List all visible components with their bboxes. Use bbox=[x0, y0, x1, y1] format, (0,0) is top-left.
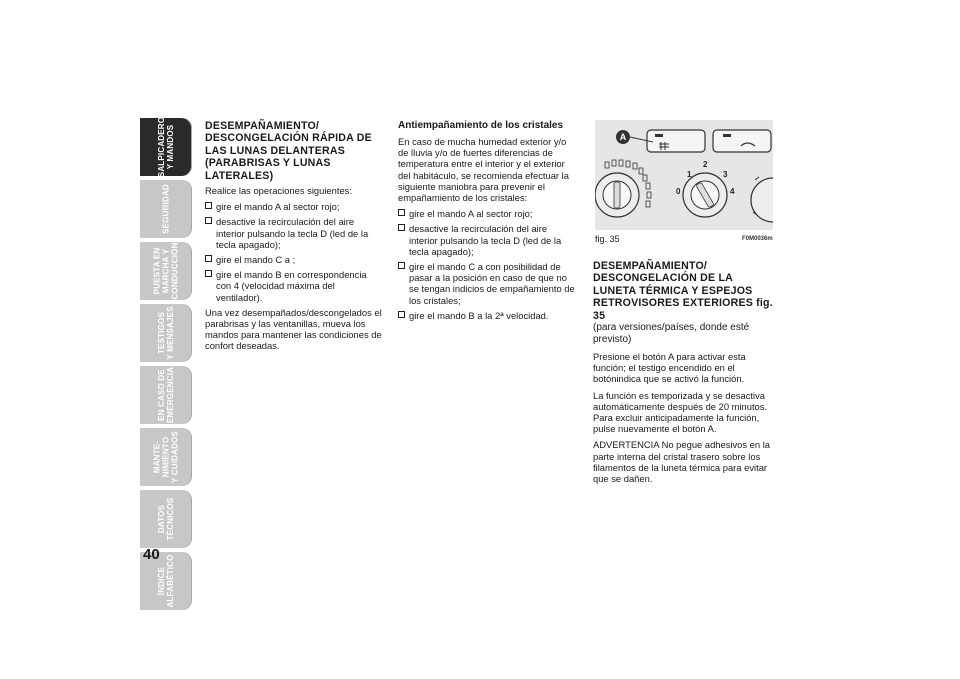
tab-label: DATOS TÉCNICOS bbox=[157, 497, 175, 541]
tab-label: SEGURIDAD bbox=[161, 184, 171, 234]
tab-label: SALPICADERO Y MANDOS bbox=[157, 116, 175, 178]
checkbox-bullet-icon bbox=[205, 255, 212, 262]
list-item: desactive la recirculación del aire interior pulsando la tecla D (led de la tecla apagado); bbox=[205, 216, 383, 250]
intro-text: En caso de mucha humedad exterior y/o de lluvia y/o de fuertes diferencias de temperatura entre el interior y el exterior del habitáculo, se recomienda efectuar la siguiente maniobra para prevenir el empañamiento de los cristales: bbox=[398, 136, 569, 204]
tab-seguridad[interactable] bbox=[140, 180, 192, 238]
figure-label-a: A bbox=[619, 132, 627, 142]
column-3 bbox=[593, 260, 773, 489]
checkbox-bullet-icon bbox=[398, 311, 405, 318]
tab-label: PUESTA EN MARCHA Y CONDUCCIÓN bbox=[152, 242, 180, 300]
tab-label: ÍNDICE ALFABÉTICO bbox=[157, 554, 175, 608]
checkbox-bullet-icon bbox=[398, 209, 405, 216]
paragraph: ADVERTENCIA No pegue adhesivos en la parte interna del cristal trasero sobre los filamentos de la luneta térmica para evitar que se dañen. bbox=[593, 439, 771, 485]
tab-puesta-en-marcha[interactable] bbox=[140, 242, 192, 300]
intro-text: Realice las operaciones siguientes: bbox=[205, 185, 352, 197]
fan-speed-0: 0 bbox=[676, 187, 681, 196]
checkbox-bullet-icon bbox=[398, 262, 405, 269]
tab-testigos[interactable] bbox=[140, 304, 192, 362]
fan-speed-4: 4 bbox=[730, 187, 735, 196]
list-item: gire el mando A al sector rojo; bbox=[205, 201, 383, 212]
section-heading: DESEMPAÑAMIENTO/ DESCONGELACIÓN RÁPIDA DE LAS LUNAS DELANTERAS (PARABRISAS Y LUNAS LATERALES) bbox=[205, 120, 372, 182]
paragraph: La función es temporizada y se desactiva automáticamente después de 20 minutos. Para excluir anticipadamente la función, pulse nuevamente el botón A. bbox=[593, 389, 768, 435]
list-item: gire el mando B en correspondencia con 4 (velocidad máxima del ventilador). bbox=[205, 269, 383, 303]
figure-code: F0M0036m bbox=[742, 236, 773, 242]
paragraph: Presione el botón A para activar esta función; el testigo encendido en el botónindica que se activó la función. bbox=[593, 351, 746, 385]
tab-salpicadero[interactable] bbox=[140, 118, 192, 176]
tab-mantenimiento[interactable] bbox=[140, 428, 192, 486]
tab-datos-tecnicos[interactable] bbox=[140, 490, 192, 548]
tab-label: TESTIGOS Y MENSAJES bbox=[157, 306, 175, 360]
column-1 bbox=[205, 120, 383, 357]
checkbox-bullet-icon bbox=[205, 270, 212, 277]
list-item: desactive la recirculación del aire interior pulsando la tecla D (led de la tecla apagado); bbox=[398, 223, 578, 257]
list-item: gire el mando C a ; bbox=[205, 254, 383, 265]
checkbox-bullet-icon bbox=[205, 217, 212, 224]
climate-control-figure bbox=[595, 120, 773, 230]
checkbox-bullet-icon bbox=[398, 224, 405, 231]
page-number: 40 bbox=[143, 546, 160, 563]
fan-speed-2: 2 bbox=[703, 160, 708, 169]
figure-caption: fig. 35 bbox=[595, 234, 620, 244]
list-item: gire el mando A al sector rojo; bbox=[398, 208, 578, 219]
list-item: gire el mando B a la 2ª velocidad. bbox=[398, 310, 578, 321]
tab-emergencia[interactable] bbox=[140, 366, 192, 424]
tab-label: MANTE- NIMIENTO Y CUIDADOS bbox=[152, 430, 180, 484]
fan-speed-1: 1 bbox=[687, 170, 692, 179]
tab-label: EN CASO DE EMERGENCIA bbox=[157, 366, 175, 424]
heading-note: (para versiones/países, donde esté previsto) bbox=[593, 322, 750, 346]
column-2 bbox=[398, 120, 578, 325]
outro-text: Una vez desempañados/descongelados el parabrisas y las ventanillas, mueva los mandos para mantener las condiciones de confort deseadas. bbox=[205, 306, 382, 352]
fan-speed-3: 3 bbox=[723, 170, 728, 179]
section-heading: Antiempañamiento de los cristales bbox=[398, 120, 564, 131]
list-item: gire el mando C a con posibilidad de pasar a la posición en caso de que no se tengan indicios de empañamiento de los cristales; bbox=[398, 261, 578, 306]
section-heading: DESEMPAÑAMIENTO/ DESCONGELACIÓN DE LA LUNETA TÉRMICA Y ESPEJOS RETROVISORES EXTERIORES fig. 35 bbox=[593, 260, 773, 322]
checkbox-bullet-icon bbox=[205, 202, 212, 209]
